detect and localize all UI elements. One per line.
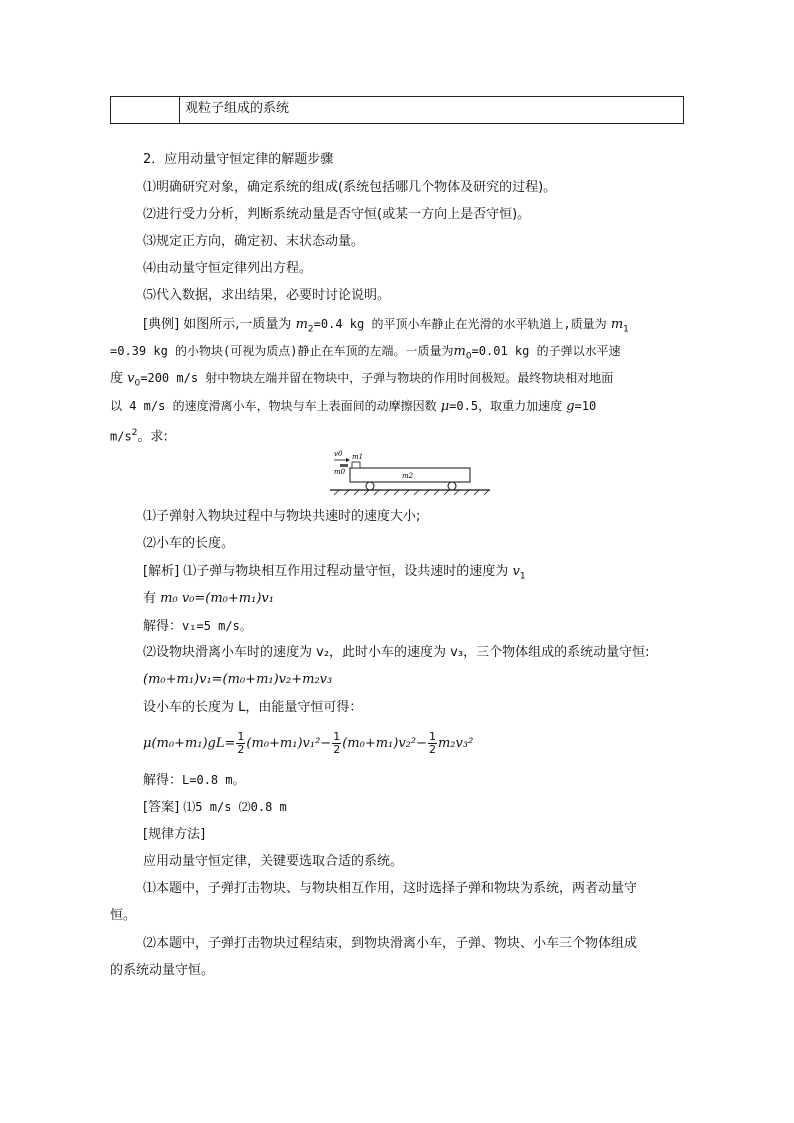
answer-tag: [答案] — [143, 800, 180, 815]
example-line-2: =0.39 kg 的小物块(可视为质点)静止在车顶的左端。一质量为$m_0=0.01$ kg 的子弹以水平速 — [110, 344, 621, 362]
table-cell-empty — [111, 97, 180, 123]
cart-figure — [330, 448, 490, 496]
ground-hatching — [334, 490, 489, 495]
label-v0: v0 — [334, 450, 343, 458]
solution-tag: [解析] — [143, 564, 180, 579]
steps-heading: 2．应用动量守恒定律的解题步骤 — [143, 152, 334, 167]
equation-2: (m₀+m₁)v₁=(m₀+m₁)v₂+m₂v₃ — [143, 672, 333, 687]
velocity-arrowhead — [346, 458, 350, 462]
method-p1-line-2: 恒。 — [110, 908, 137, 923]
bullet — [340, 464, 348, 467]
equation-3: μ(m₀+m₁)gL= $\frac{1}{2}$ (m₀+m₁)v₁²− $\frac{1}{2}$ (m₀+m₁)v₂²− $\frac{1}{2}$ m₂v₃² — [143, 730, 474, 756]
label-m1: m1 — [352, 453, 364, 461]
label-m0: m0 — [334, 468, 346, 476]
fraction-half: $\frac{1}{2}$ — [333, 730, 341, 756]
example-line-5: $m/s^2$。求: — [110, 428, 168, 445]
table-row — [110, 96, 684, 124]
step-1: ⑴明确研究对象，确定系统的组成(系统包括哪几个物体及研究的过程)。 — [143, 180, 557, 195]
fraction-half: $\frac{1}{2}$ — [428, 730, 436, 756]
result-1: 解得：v₁=5 m/s。 — [143, 619, 252, 634]
method-p2-line-1: ⑵本题中，子弹打击物块过程结束，到物块滑离小车，子弹、物块、小车三个物体组成 — [143, 936, 638, 951]
label-m2: m2 — [402, 472, 414, 480]
example-line-4: 以 4 m/s 的速度滑离小车，物块与车上表面间的动摩擦因数 μ=0.5，取重力加速度 g=10 — [110, 399, 597, 414]
step-5: ⑸代入数据，求出结果，必要时讨论说明。 — [143, 288, 391, 303]
solution-line-2: ⑵设物块滑离小车时的速度为 v₂，此时小车的速度为 v₃，三个物体组成的系统动量守恒: — [143, 645, 650, 660]
method-p1-line-1: ⑴本题中，子弹打击物块、与物块相互作用，这时选择子弹和物块为系统，两者动量守 — [143, 881, 638, 896]
block — [352, 462, 360, 468]
cart-wheel-right — [448, 482, 456, 490]
example-line-3: 度 $v_0=200$ m/s 射中物块左端并留在物块中，子弹与物块的作用时间极短。最终物块相对地面 — [110, 371, 614, 389]
step-3: ⑶规定正方向，确定初、末状态动量。 — [143, 234, 365, 249]
answer-line: [答案] ⑴5 m/s ⑵0.8 m — [143, 800, 287, 815]
result-2: 解得：L=0.8 m。 — [143, 773, 245, 788]
cart-wheel-left — [366, 482, 374, 490]
example-tag: [典例] — [143, 317, 180, 332]
method-p2-line-2: 的系统动量守恒。 — [110, 963, 215, 978]
method-intro: 应用动量守恒定律，关键要选取合适的系统。 — [143, 854, 404, 869]
example-line-1: [典例] 如图所示,一质量为 $m_2=0.4$ kg 的平顶小车静止在光滑的水平轨道上,质量为 $m_1$ — [143, 317, 629, 335]
method-tag: [规律方法] — [143, 827, 206, 842]
solution-line-1: [解析] ⑴子弹与物块相互作用过程动量守恒，设共速时的速度为 $v_1$ — [143, 564, 526, 582]
question-1: ⑴子弹射入物块过程中与物块共速时的速度大小; — [143, 509, 421, 524]
fraction-half: $\frac{1}{2}$ — [237, 730, 245, 756]
solution-line-3: 设小车的长度为 L，由能量守恒可得： — [143, 700, 363, 715]
step-4: ⑷由动量守恒定律列出方程。 — [143, 261, 313, 276]
step-2: ⑵进行受力分析，判断系统动量是否守恒(或某一方向上是否守恒)。 — [143, 207, 531, 222]
equation-1: 有 m₀ v₀=(m₀+m₁)v₁ — [143, 591, 274, 606]
question-2: ⑵小车的长度。 — [143, 536, 235, 551]
table-cell-text: 观粒子组成的系统 — [185, 101, 290, 116]
